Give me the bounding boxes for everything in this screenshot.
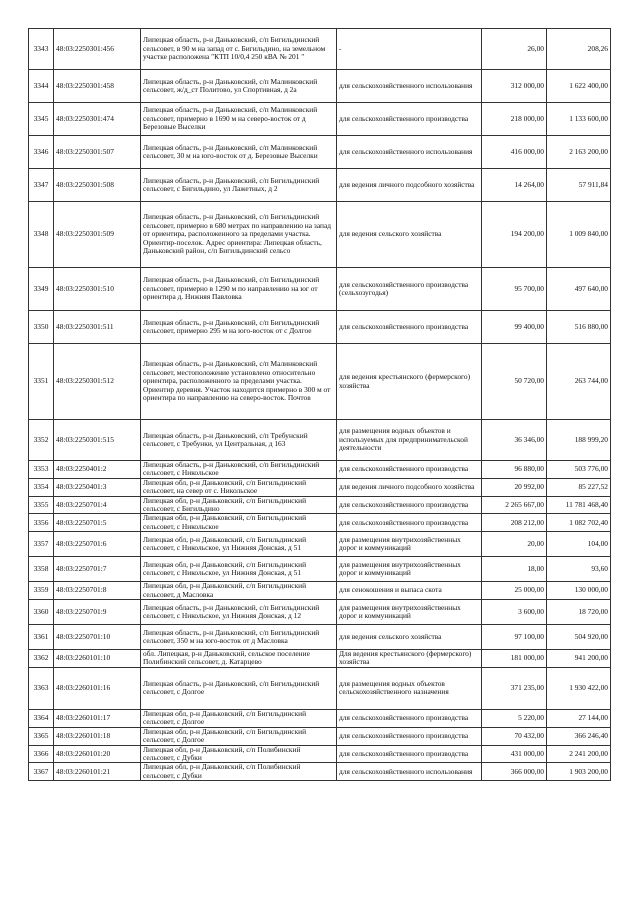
cadastral-value-cell: 1 082 702,40: [547, 514, 611, 532]
table-row: [29, 461, 611, 479]
table-row: [29, 745, 611, 763]
area-cell: 5 220,00: [482, 709, 547, 727]
address-cell: Липецкая обл, р-н Даньковский, с/п Бигильдинский сельсовет, д Масловка: [141, 582, 337, 600]
area-cell: 312 000,00: [482, 70, 547, 103]
table-row: [29, 169, 611, 202]
land-use-cell: для ведения крестьянского (фермерского) хозяйства: [337, 344, 482, 420]
cadastral-value-cell: 93,60: [547, 557, 611, 582]
row-number-cell: 3346: [29, 136, 54, 169]
address-cell: Липецкая область, р-н Даньковский, с/п Малинковский сельсовет, ж/д_ст Политово, ул Спортивная, д 2а: [141, 70, 337, 103]
land-use-cell: для сенокошения и выпаса скота: [337, 582, 482, 600]
table-row: [29, 709, 611, 727]
table-row: [29, 763, 611, 781]
row-number-cell: 3347: [29, 169, 54, 202]
area-cell: 99 400,00: [482, 311, 547, 344]
cadastral-number-cell: 48:03:2260101:10: [54, 650, 141, 668]
table-row: [29, 667, 611, 709]
row-number-cell: 3366: [29, 745, 54, 763]
cadastral-value-cell: 208,26: [547, 29, 611, 70]
row-number-cell: 3362: [29, 650, 54, 668]
land-use-cell: для размещения водных объектов сельскохозяйственного назначения: [337, 667, 482, 709]
row-number-cell: 3365: [29, 727, 54, 745]
address-cell: Липецкая область, р-н Даньковский, с/п Бигильдинский сельсовет, с Никольское, ул Нижняя Донская, д 12: [141, 600, 337, 625]
table-row: [29, 29, 611, 70]
address-cell: Липецкая обл, р-н Даньковский, с/п Полибинский сельсовет, с Дубки: [141, 763, 337, 781]
address-cell: Липецкая область, р-н Даньковский, с/п Бигильдинский сельсовет, примерно в 1290 м по направлению на юг от ориентира д. Нижняя Павловка: [141, 268, 337, 311]
land-use-cell: для сельскохозяйственного производства (сельхозугодья): [337, 268, 482, 311]
area-cell: 25 000,00: [482, 582, 547, 600]
cadastral-value-cell: 263 744,00: [547, 344, 611, 420]
land-use-cell: для ведения личного подсобного хозяйства: [337, 169, 482, 202]
address-cell: Липецкая область, р-н Даньковский, с/п Малинковский сельсовет, 30 м на юго-восток от д. Березовые Выселки: [141, 136, 337, 169]
area-cell: 95 700,00: [482, 268, 547, 311]
row-number-cell: 3345: [29, 103, 54, 136]
cadastral-value-cell: 2 241 200,00: [547, 745, 611, 763]
area-cell: 181 000,00: [482, 650, 547, 668]
address-cell: Липецкая область, р-н Даньковский, с/п Бигильдинский сельсовет, примерно в 680 метрах по направлению на запад от ориентира, расположенного за пределами участка. Ориентир-поселок. Адрес ориентира: Липецкая область, Даньковский район, с/п Бигильдинский сельсо: [141, 202, 337, 268]
row-number-cell: 3355: [29, 496, 54, 514]
address-cell: Липецкая область, р-н Даньковский, с/п Требунский сельсовет, с Требунки, ул Центральная, д 163: [141, 420, 337, 461]
cadastral-value-cell: 188 999,20: [547, 420, 611, 461]
address-cell: Липецкая обл, р-н Даньковский, с/п Бигильдинский сельсовет, с Никольское, ул Нижняя Донская, д 51: [141, 532, 337, 557]
table-body: [29, 29, 611, 781]
land-use-cell: для сельскохозяйственного производства: [337, 461, 482, 479]
cadastral-number-cell: 48:03:2250701:7: [54, 557, 141, 582]
table-row: [29, 625, 611, 650]
cadastral-value-cell: 2 163 200,00: [547, 136, 611, 169]
land-use-cell: для сельскохозяйственного использования: [337, 70, 482, 103]
cadastral-value-cell: 503 776,00: [547, 461, 611, 479]
land-use-cell: для сельскохозяйственного производства: [337, 103, 482, 136]
land-registry-table: [28, 28, 611, 781]
land-use-cell: для сельскохозяйственного производства: [337, 727, 482, 745]
land-use-cell: для ведения сельского хозяйства: [337, 202, 482, 268]
row-number-cell: 3344: [29, 70, 54, 103]
cadastral-value-cell: 1 930 422,00: [547, 667, 611, 709]
land-use-cell: для размещения внутрихозяйственных дорог и коммуникаций: [337, 532, 482, 557]
land-use-cell: Для ведения крестьянского (фермерского) хозяйства: [337, 650, 482, 668]
area-cell: 3 600,00: [482, 600, 547, 625]
area-cell: 208 212,00: [482, 514, 547, 532]
row-number-cell: 3352: [29, 420, 54, 461]
land-use-cell: для сельскохозяйственного использования: [337, 136, 482, 169]
cadastral-value-cell: 1 133 600,00: [547, 103, 611, 136]
address-cell: Липецкая обл, р-н Даньковский, с/п Бигильдинский сельсовет, с Никольское, ул Нижняя Донская, д 51: [141, 557, 337, 582]
address-cell: Липецкая обл, р-н Даньковский, с/п Бигильдинский сельсовет, с Бигильдино: [141, 496, 337, 514]
area-cell: 70 432,00: [482, 727, 547, 745]
area-cell: 14 264,00: [482, 169, 547, 202]
table-row: [29, 136, 611, 169]
land-use-cell: для сельскохозяйственного производства: [337, 311, 482, 344]
table-row: [29, 103, 611, 136]
cadastral-number-cell: 48:03:2250401:2: [54, 461, 141, 479]
table-row: [29, 514, 611, 532]
land-use-cell: для сельскохозяйственного производства: [337, 709, 482, 727]
cadastral-number-cell: 48:03:2260101:18: [54, 727, 141, 745]
area-cell: 36 346,00: [482, 420, 547, 461]
cadastral-value-cell: 1 903 200,00: [547, 763, 611, 781]
row-number-cell: 3349: [29, 268, 54, 311]
area-cell: 416 000,00: [482, 136, 547, 169]
area-cell: 431 000,00: [482, 745, 547, 763]
cadastral-number-cell: 48:03:2250701:5: [54, 514, 141, 532]
cadastral-number-cell: 48:03:2260101:20: [54, 745, 141, 763]
row-number-cell: 3367: [29, 763, 54, 781]
area-cell: 18,00: [482, 557, 547, 582]
cadastral-value-cell: 497 640,00: [547, 268, 611, 311]
land-use-cell: -: [337, 29, 482, 70]
table-row: [29, 202, 611, 268]
row-number-cell: 3353: [29, 461, 54, 479]
row-number-cell: 3356: [29, 514, 54, 532]
cadastral-number-cell: 48:03:2260101:16: [54, 667, 141, 709]
cadastral-number-cell: 48:03:2250301:509: [54, 202, 141, 268]
cadastral-value-cell: 516 880,00: [547, 311, 611, 344]
land-use-cell: для ведения личного подсобного хозяйства: [337, 478, 482, 496]
address-cell: Липецкая обл, р-н Даньковский, с/п Полибинский сельсовет, с Дубки: [141, 745, 337, 763]
row-number-cell: 3363: [29, 667, 54, 709]
address-cell: Липецкая область, р-н Даньковский, с/п Бигильдинский сельсовет, с Никольское: [141, 461, 337, 479]
cadastral-number-cell: 48:03:2250301:474: [54, 103, 141, 136]
cadastral-value-cell: 1 622 400,00: [547, 70, 611, 103]
address-cell: Липецкая обл, р-н Даньковский, с/п Бигильдинский сельсовет, с Никольское: [141, 514, 337, 532]
row-number-cell: 3358: [29, 557, 54, 582]
table-row: [29, 600, 611, 625]
cadastral-value-cell: 27 144,00: [547, 709, 611, 727]
cadastral-value-cell: 57 911,84: [547, 169, 611, 202]
cadastral-number-cell: 48:03:2250701:8: [54, 582, 141, 600]
cadastral-number-cell: 48:03:2250301:456: [54, 29, 141, 70]
cadastral-value-cell: 11 781 468,40: [547, 496, 611, 514]
row-number-cell: 3350: [29, 311, 54, 344]
cadastral-value-cell: 130 000,00: [547, 582, 611, 600]
land-use-cell: для размещения внутрихозяйственных дорог и коммуникаций: [337, 600, 482, 625]
cadastral-number-cell: 48:03:2250301:510: [54, 268, 141, 311]
cadastral-value-cell: 104,00: [547, 532, 611, 557]
address-cell: Липецкая область, р-н Даньковский, с/п Бигильдинский сельсовет, с Долгое: [141, 667, 337, 709]
table-row: [29, 727, 611, 745]
cadastral-value-cell: 18 720,00: [547, 600, 611, 625]
area-cell: 50 720,00: [482, 344, 547, 420]
cadastral-number-cell: 48:03:2250301:508: [54, 169, 141, 202]
land-use-cell: для сельскохозяйственного использования: [337, 763, 482, 781]
table-row: [29, 420, 611, 461]
cadastral-value-cell: 941 200,00: [547, 650, 611, 668]
area-cell: 366 000,00: [482, 763, 547, 781]
area-cell: 371 235,00: [482, 667, 547, 709]
table-row: [29, 344, 611, 420]
table-row: [29, 268, 611, 311]
address-cell: Липецкая область, р-н Даньковский, с/п Бигильдинский сельсовет, примерно 295 м на юго-восток от с Долгое: [141, 311, 337, 344]
cadastral-number-cell: 48:03:2250701:9: [54, 600, 141, 625]
land-use-cell: для сельскохозяйственного производства: [337, 496, 482, 514]
address-cell: Липецкая область, р-н Даньковский, с/п Бигильдинский сельсовет, 350 м на юго-восток от д Масловка: [141, 625, 337, 650]
cadastral-number-cell: 48:03:2250301:512: [54, 344, 141, 420]
land-use-cell: для сельскохозяйственного производства: [337, 514, 482, 532]
table-row: [29, 478, 611, 496]
address-cell: Липецкая область, р-н Даньковский, с/п Малинковский сельсовет, местоположение установлено относительно ориентира, расположенного за пределами участка. Ориентир деревня. Участок находится примерно в 300 м от ориентира по направлению на северо-восток. Почтов: [141, 344, 337, 420]
area-cell: 218 000,00: [482, 103, 547, 136]
cadastral-number-cell: 48:03:2260101:17: [54, 709, 141, 727]
address-cell: Липецкая обл, р-н Даньковский, с/п Бигильдинский сельсовет, с Долгое: [141, 709, 337, 727]
table-row: [29, 650, 611, 668]
cadastral-value-cell: 366 246,40: [547, 727, 611, 745]
address-cell: обл. Липецкая, р-н Даньковский, сельское поселение Полибинский сельсовет, д. Катарцево: [141, 650, 337, 668]
cadastral-number-cell: 48:03:2250401:3: [54, 478, 141, 496]
land-use-cell: для размещения внутрихозяйственных дорог и коммуникаций: [337, 557, 482, 582]
row-number-cell: 3359: [29, 582, 54, 600]
area-cell: 20,00: [482, 532, 547, 557]
table-row: [29, 557, 611, 582]
land-use-cell: для ведения сельского хозяйства: [337, 625, 482, 650]
row-number-cell: 3351: [29, 344, 54, 420]
cadastral-number-cell: 48:03:2250701:4: [54, 496, 141, 514]
row-number-cell: 3364: [29, 709, 54, 727]
row-number-cell: 3343: [29, 29, 54, 70]
address-cell: Липецкая обл, р-н Даньковский, с/п Бигильдинский сельсовет, с Долгое: [141, 727, 337, 745]
cadastral-number-cell: 48:03:2250701:10: [54, 625, 141, 650]
row-number-cell: 3361: [29, 625, 54, 650]
table-row: [29, 582, 611, 600]
land-use-cell: для размещения водных объектов и используемых для предпринимательской деятельности: [337, 420, 482, 461]
row-number-cell: 3348: [29, 202, 54, 268]
table-row: [29, 70, 611, 103]
cadastral-number-cell: 48:03:2250301:458: [54, 70, 141, 103]
table-row: [29, 496, 611, 514]
cadastral-value-cell: 1 009 840,00: [547, 202, 611, 268]
address-cell: Липецкая область, р-н Даньковский, с/п Малинковский сельсовет, примерно в 1690 м на северо-восток от д Березовые Выселки: [141, 103, 337, 136]
area-cell: 2 265 667,00: [482, 496, 547, 514]
area-cell: 96 880,00: [482, 461, 547, 479]
address-cell: Липецкая область, р-н Даньковский, с/п Бигильдинский сельсовет, с Бигильдино, ул Лажетных, д 2: [141, 169, 337, 202]
area-cell: 194 200,00: [482, 202, 547, 268]
area-cell: 97 100,00: [482, 625, 547, 650]
table-row: [29, 311, 611, 344]
row-number-cell: 3357: [29, 532, 54, 557]
cadastral-number-cell: 48:03:2250301:515: [54, 420, 141, 461]
address-cell: Липецкая обл, р-н Даньковский, с/п Бигильдинский сельсовет, на север от с. Никольское: [141, 478, 337, 496]
cadastral-number-cell: 48:03:2250301:511: [54, 311, 141, 344]
table-row: [29, 532, 611, 557]
area-cell: 20 992,00: [482, 478, 547, 496]
area-cell: 26,00: [482, 29, 547, 70]
cadastral-number-cell: 48:03:2250701:6: [54, 532, 141, 557]
land-use-cell: для сельскохозяйственного производства: [337, 745, 482, 763]
cadastral-number-cell: 48:03:2260101:21: [54, 763, 141, 781]
cadastral-number-cell: 48:03:2250301:507: [54, 136, 141, 169]
row-number-cell: 3360: [29, 600, 54, 625]
cadastral-value-cell: 85 227,52: [547, 478, 611, 496]
row-number-cell: 3354: [29, 478, 54, 496]
cadastral-value-cell: 504 920,00: [547, 625, 611, 650]
address-cell: Липецкая область, р-н Даньковский, с/п Бигильдинский сельсовет, в 90 м на запад от с. Бигильдино, на земельном участке расположена "КТП 10/0,4 250 кВА № 201 ": [141, 29, 337, 70]
